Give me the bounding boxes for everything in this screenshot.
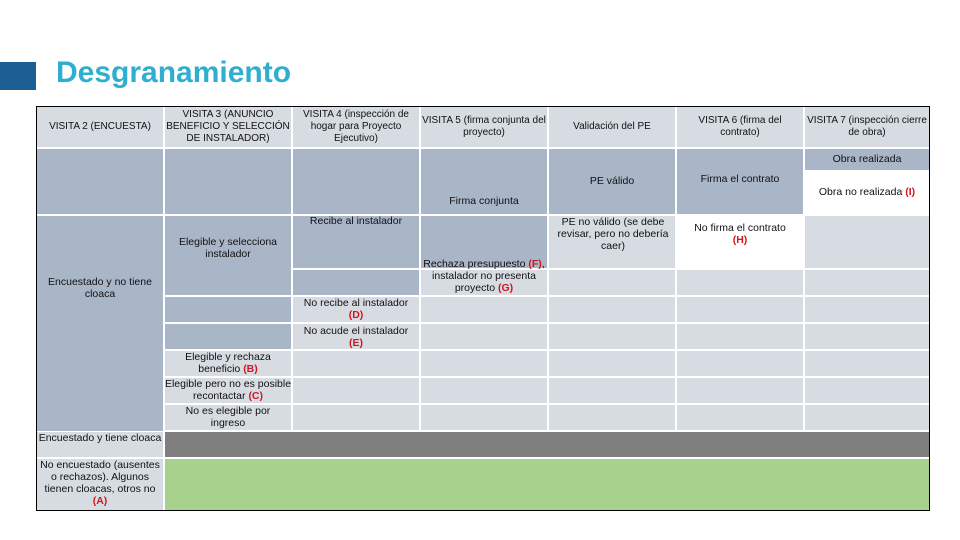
progress-cell-v4 [292, 269, 420, 296]
label-pe-no-valido: PE no válido (se debe revisar, pero no debería caer) [557, 216, 669, 252]
empty-cell [676, 404, 804, 431]
empty-cell [420, 350, 548, 377]
label-encuestado-cloaca: Encuestado y tiene cloaca [38, 432, 162, 444]
label-no-recibe-instalador: No recibe al instalador (D) [303, 297, 409, 321]
empty-cell [804, 350, 930, 377]
empty-cell [804, 296, 930, 323]
empty-cell [420, 377, 548, 404]
empty-cell [292, 404, 420, 431]
label-elegible-selecciona: Elegible y selecciona instalador [178, 236, 278, 260]
label-rechaza-presupuesto: Rechaza presupuesto (F), instalador no presenta proyecto (G) [423, 258, 545, 294]
label-recibe-instalador: Recibe al instalador [309, 215, 403, 227]
progress-cell-v3 [164, 323, 292, 350]
header-visita-4: VISITA 4 (inspección de hogar para Proyecto Ejecutivo) [303, 109, 409, 144]
header-visita-3: VISITA 3 (ANUNCIO BENEFICIO Y SELECCIÓN DE INSTALADOR) [166, 109, 290, 144]
label-elegible-no-recontactar: Elegible pero no es posible recontactar (C) [164, 378, 292, 402]
code-i: (I) [905, 186, 916, 198]
label-no-encuestado: No encuestado (ausentes o rechazos). Algunos tienen cloacas, otros no (A) [40, 459, 160, 507]
empty-cell [676, 323, 804, 350]
empty-cell [676, 377, 804, 404]
empty-cell [548, 350, 676, 377]
empty-cell [676, 269, 804, 296]
code-e: (E) [349, 337, 363, 349]
label-no-firma-contrato: No firma el contrato (H) [694, 222, 786, 246]
empty-cell [548, 404, 676, 431]
header-visita-7: VISITA 7 (inspección cierre de obra) [807, 115, 927, 138]
code-f: (F) [528, 258, 542, 270]
label-pe-valido: PE válido [589, 175, 635, 187]
label-encuestado-no-cloaca: Encuestado y no tiene cloaca [48, 276, 152, 300]
header-visita-6: VISITA 6 (firma del contrato) [698, 115, 782, 138]
code-c: (C) [248, 390, 264, 402]
label-obra-realizada: Obra realizada [832, 153, 902, 165]
empty-cell [292, 350, 420, 377]
no-encuestado-row [164, 458, 930, 511]
progress-cell-v3-top [164, 148, 292, 215]
label-firma-contrato: Firma el contrato [700, 173, 780, 185]
label-firma-conjunta: Firma conjunta [449, 195, 519, 207]
page-title: Desgranamiento [56, 56, 292, 89]
empty-cell [548, 296, 676, 323]
empty-cell [676, 350, 804, 377]
progress-cell-v2-top [36, 148, 164, 215]
header-visita-2: VISITA 2 (ENCUESTA) [49, 121, 151, 132]
encuestado-no-cloaca-cell [36, 215, 164, 458]
empty-cell [804, 269, 930, 296]
empty-cell [676, 296, 804, 323]
empty-cell [420, 404, 548, 431]
empty-cell [804, 377, 930, 404]
code-g: (G) [498, 282, 514, 294]
progress-cell-v3 [164, 296, 292, 323]
header-validacion-pe: Validación del PE [573, 121, 651, 132]
encuestado-cloaca-row [164, 431, 930, 458]
progress-cell-v4-top [292, 148, 420, 215]
empty-cell [420, 296, 548, 323]
label-no-elegible: No es elegible por ingreso [185, 405, 271, 429]
code-a: (A) [92, 495, 108, 507]
label-obra-no-realizada: Obra no realizada (I) [818, 186, 916, 198]
title-accent-bar [0, 62, 36, 90]
empty-cell [420, 323, 548, 350]
code-b: (B) [243, 363, 258, 375]
code-h: (H) [732, 234, 748, 246]
label-elegible-rechaza: Elegible y rechaza beneficio (B) [185, 351, 271, 375]
empty-cell [548, 269, 676, 296]
empty-cell [292, 377, 420, 404]
empty-cell [804, 215, 930, 269]
empty-cell [548, 323, 676, 350]
empty-cell [548, 377, 676, 404]
header-visita-5: VISITA 5 (firma conjunta del proyecto) [422, 115, 546, 138]
empty-cell [804, 404, 930, 431]
code-d: (D) [348, 309, 364, 321]
empty-cell [804, 323, 930, 350]
label-no-acude-instalador: No acude el instalador (E) [303, 325, 409, 349]
